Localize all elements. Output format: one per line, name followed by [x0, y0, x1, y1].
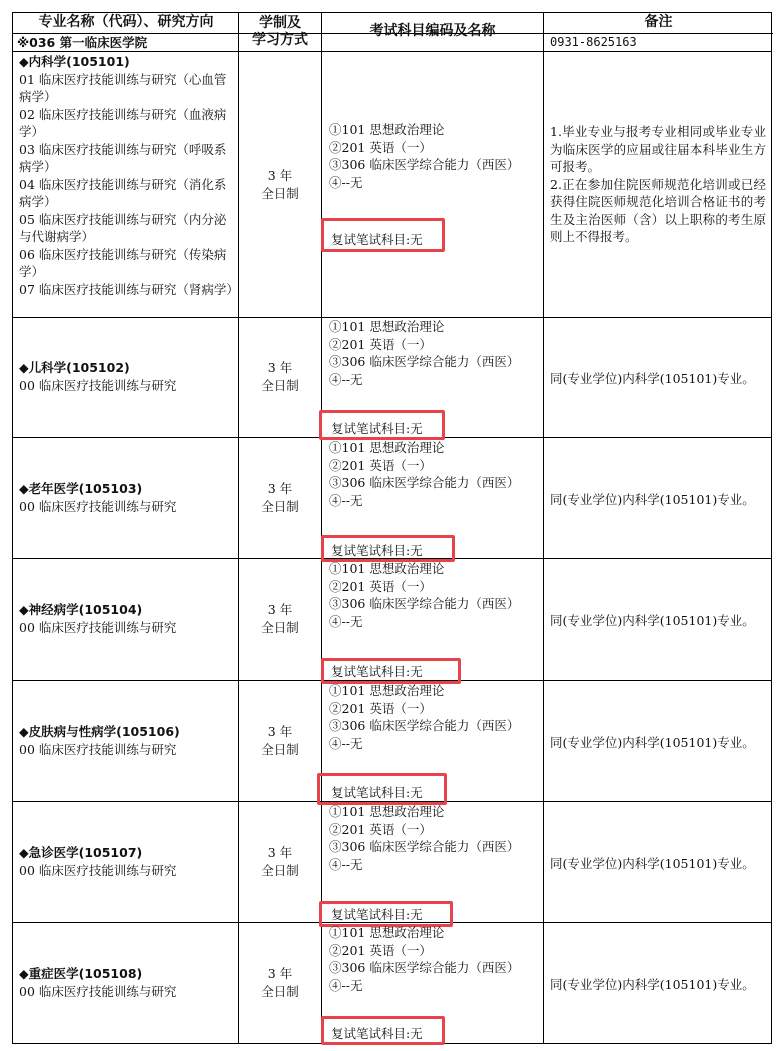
exam-list: [329, 924, 541, 994]
major-name: ◆神经病学(105104): [19, 602, 143, 617]
retest-subject: 复试笔试科目:无: [331, 421, 423, 436]
retest-subject: 复试笔试科目:无: [331, 785, 423, 800]
major-name: ◆老年医学(105103): [19, 481, 143, 496]
study-mode: 全日制: [261, 741, 299, 757]
exam-item: ①101 思想政治理论: [329, 683, 445, 698]
major-name: ◆皮肤病与性病学(105106): [19, 724, 180, 739]
exam-item: ③306 临床医学综合能力（西医）: [329, 596, 520, 611]
duration-cell: [239, 601, 321, 636]
exam-item: ④--无: [329, 492, 363, 508]
retest-subject: 复试笔试科目:无: [331, 232, 423, 247]
exam-item: ②201 英语（一）: [329, 457, 432, 473]
col-divider-2: [321, 13, 322, 1043]
exam-item: ②201 英语（一）: [329, 578, 432, 594]
retest-subject: 复试笔试科目:无: [331, 1026, 423, 1041]
direction-item: 05 临床医疗技能训练与研究（内分泌与代谢病学）: [19, 211, 227, 244]
exam-item: ④--无: [329, 977, 363, 993]
study-mode: 全日制: [261, 185, 299, 201]
direction-item: 00 临床医疗技能训练与研究: [19, 498, 177, 514]
exam-item: ①101 思想政治理论: [329, 804, 445, 819]
major-name: ◆儿科学(105102): [19, 360, 130, 375]
duration: 3 年: [267, 724, 293, 739]
direction-item: 00 临床医疗技能训练与研究: [19, 741, 177, 757]
direction-item: 02 临床医疗技能训练与研究（血液病学）: [19, 106, 227, 139]
duration-cell: [239, 844, 321, 879]
header-major: 专业名称（代码）、研究方向: [38, 14, 214, 30]
exam-list: [329, 439, 541, 509]
duration-cell: [239, 480, 321, 515]
direction-item: 00 临床医疗技能训练与研究: [19, 377, 177, 393]
note-text: 同(专业学位)内科学(105101)专业。: [550, 735, 755, 750]
exam-item: ①101 思想政治理论: [329, 319, 445, 334]
contact-phone: 0931-8625163: [550, 35, 637, 49]
exam-item: ②201 英语（一）: [329, 821, 432, 837]
exam-item: ①101 思想政治理论: [329, 440, 445, 455]
header-duration-line1: 学制及: [259, 15, 301, 31]
duration: 3 年: [267, 602, 293, 617]
exam-item: ①101 思想政治理论: [329, 925, 445, 940]
col-divider-3: [543, 13, 544, 1043]
row-major-cell: [19, 844, 233, 879]
exam-item: ③306 临床医学综合能力（西医）: [329, 718, 520, 733]
exam-item: ③306 临床医学综合能力（西医）: [329, 960, 520, 975]
duration: 3 年: [267, 360, 293, 375]
exam-item: ③306 临床医学综合能力（西医）: [329, 157, 520, 172]
exam-item: ③306 临床医学综合能力（西医）: [329, 475, 520, 490]
major-name: ◆重症医学(105108): [19, 966, 143, 981]
header-duration-line2: 学习方式: [252, 32, 308, 48]
exam-item: ②201 英语（一）: [329, 942, 432, 958]
direction-item: 06 临床医疗技能训练与研究（传染病学）: [19, 246, 227, 279]
duration-cell: [239, 167, 321, 202]
row-major-cell: [19, 359, 233, 394]
note-text: 同(专业学位)内科学(105101)专业。: [550, 613, 755, 628]
exam-item: ③306 临床医学综合能力（西医）: [329, 839, 520, 854]
row-major-cell: [19, 723, 233, 758]
exam-list: [329, 560, 541, 630]
note-text: 1.毕业专业与报考专业相同或毕业专业为临床医学的应届或往届本科毕业生方可报考。 2.正在参加住院医师规范化培训或已经获得住院医师规范化培训合格证书的考生及主治医师（含）以上职称的考生原则上不得报考。: [550, 124, 766, 244]
duration-cell: [239, 723, 321, 758]
exam-item: ②201 英语（一）: [329, 700, 432, 716]
exam-item: ④--无: [329, 371, 363, 387]
retest-subject: 复试笔试科目:无: [331, 907, 423, 922]
exam-item: ④--无: [329, 174, 363, 190]
exam-list: [329, 803, 541, 873]
exam-item: ①101 思想政治理论: [329, 122, 445, 137]
row-major-cell: [19, 53, 239, 298]
exam-item: ③306 临床医学综合能力（西医）: [329, 354, 520, 369]
exam-item: ①101 思想政治理论: [329, 561, 445, 576]
study-mode: 全日制: [261, 377, 299, 393]
exam-list: [329, 121, 541, 191]
direction-item: 00 临床医疗技能训练与研究: [19, 862, 177, 878]
row-major-cell: [19, 601, 233, 636]
row-major-cell: [19, 480, 233, 515]
study-mode: 全日制: [261, 619, 299, 635]
note-text: 同(专业学位)内科学(105101)专业。: [550, 492, 755, 507]
note-text: 同(专业学位)内科学(105101)专业。: [550, 371, 755, 386]
row-major-cell: [19, 965, 233, 1000]
note-text: 同(专业学位)内科学(105101)专业。: [550, 977, 755, 992]
school-name: ※036 第一临床医学院: [17, 35, 148, 50]
duration-cell: [239, 965, 321, 1000]
direction-item: 01 临床医疗技能训练与研究（心血管病学）: [19, 71, 227, 104]
major-name: ◆急诊医学(105107): [19, 845, 143, 860]
direction-item: 07 临床医疗技能训练与研究（肾病学）: [19, 281, 239, 297]
study-mode: 全日制: [261, 983, 299, 999]
header-notes: 备注: [644, 14, 673, 30]
duration-cell: [239, 359, 321, 394]
exam-item: ④--无: [329, 735, 363, 751]
direction-item: 03 临床医疗技能训练与研究（呼吸系病学）: [19, 141, 227, 174]
exam-list: [329, 318, 541, 388]
exam-item: ②201 英语（一）: [329, 336, 432, 352]
duration: 3 年: [267, 966, 293, 981]
duration: 3 年: [267, 481, 293, 496]
duration: 3 年: [267, 845, 293, 860]
study-mode: 全日制: [261, 498, 299, 514]
header-duration: [239, 15, 321, 49]
retest-subject: 复试笔试科目:无: [331, 543, 423, 558]
exam-item: ②201 英语（一）: [329, 139, 432, 155]
note-text: 同(专业学位)内科学(105101)专业。: [550, 856, 755, 871]
exam-list: [329, 682, 541, 752]
major-name: ◆内科学(105101): [19, 54, 130, 69]
direction-item: 00 临床医疗技能训练与研究: [19, 619, 177, 635]
admissions-table: [12, 12, 772, 1044]
direction-item: 00 临床医疗技能训练与研究: [19, 983, 177, 999]
exam-item: ④--无: [329, 856, 363, 872]
header-exams: 考试科目编码及名称: [369, 23, 496, 39]
exam-item: ④--无: [329, 613, 363, 629]
retest-subject: 复试笔试科目:无: [331, 664, 423, 679]
study-mode: 全日制: [261, 862, 299, 878]
duration: 3 年: [267, 168, 293, 183]
direction-item: 04 临床医疗技能训练与研究（消化系病学）: [19, 176, 227, 209]
